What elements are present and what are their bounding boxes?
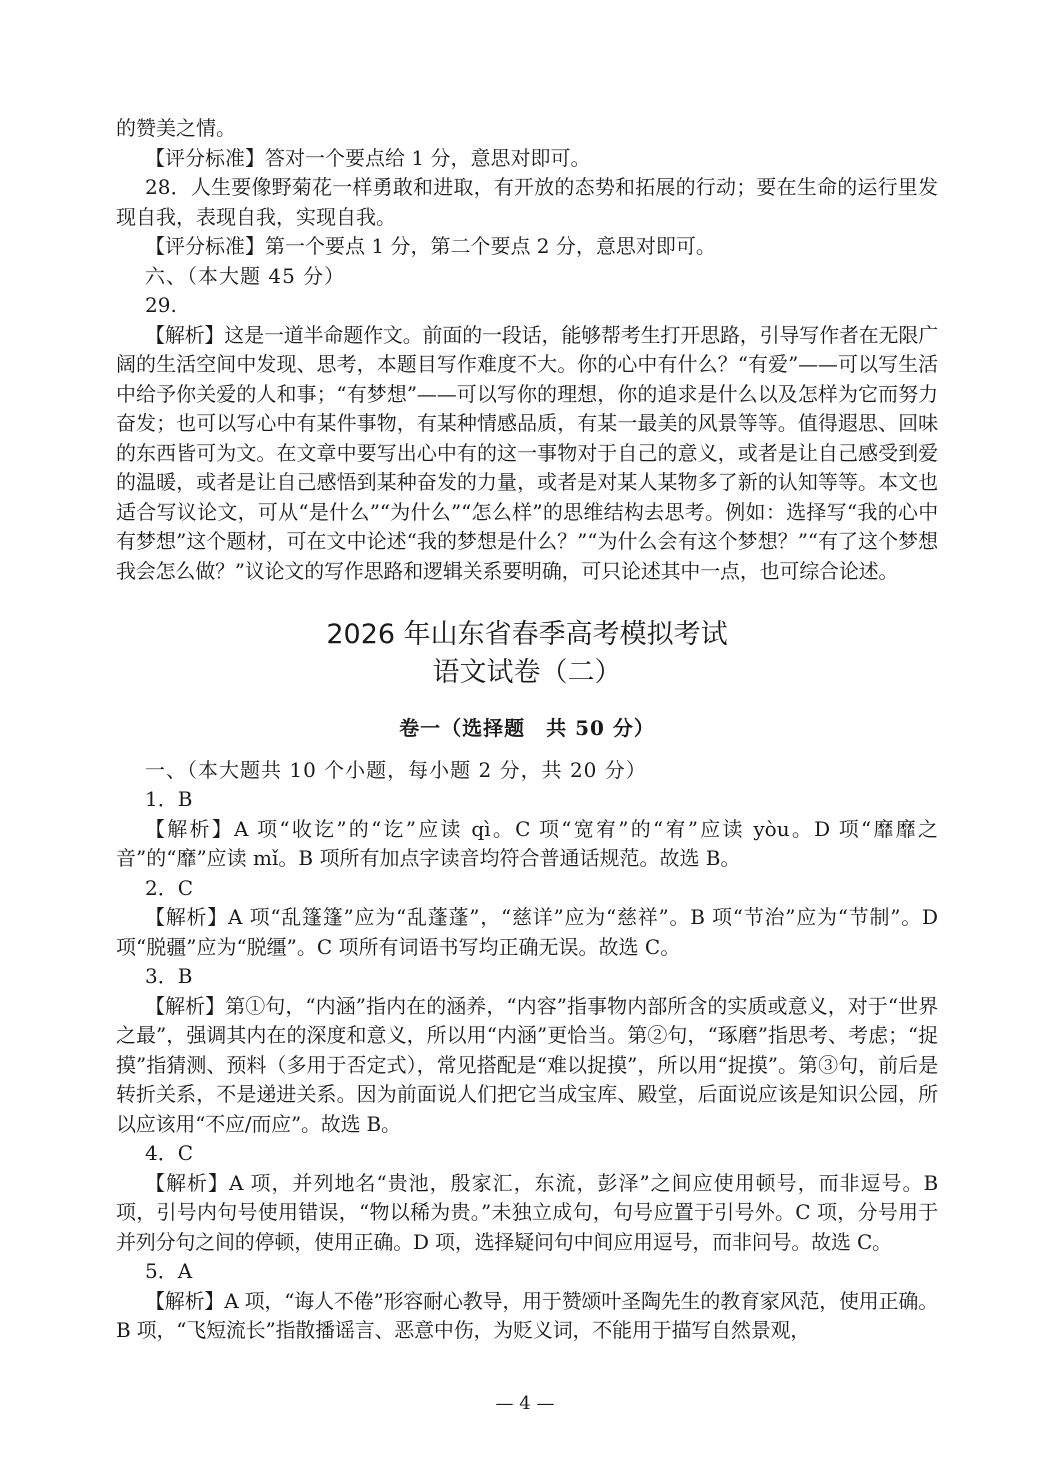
exam-title: 2026 年山东省春季高考模拟考试 — [326, 619, 728, 650]
scoring-standard-27: 【评分标准】答对一个要点给 1 分，意思对即可。 — [145, 145, 591, 170]
answer-5-number: 5．A — [145, 1259, 193, 1283]
answer-3-analysis: 【解析】第①句，“内涵”指内在的涵养，“内容”指事物内部所含的实质或意义，对于“世界之最”，强调其内在的深度和意义，所以用“内涵”更恰当。第②句，“琢磨”指思考、考虑；“捉摸”指猜测、预料（多用于否定式），常见搭配是“难以捉摸”，所以用“捉摸”。第③句，前后是转折关系，不是递进关系。因为前面说人们把它当成宝库、殿堂，后面说应该是知识公园，所以应该用“不应/而应”。故选 B。 — [116, 993, 938, 1136]
answer-2-analysis: 【解析】A 项“乱篷篷”应为“乱蓬蓬”，“慈详”应为“慈祥”。B 项“节治”应为“节制”。D 项“脱疆”应为“脱缰”。C 项所有词语书写均正确无误。故选 C。 — [116, 905, 938, 959]
answer-4-analysis: 【解析】A 项，并列地名“贵池，殷家汇，东流，彭泽”之间应使用顿号，而非逗号。B 项，引号内句号使用错误，“物以稀为贵。”未独立成句，句号应置于引号外。C 项，分号用于并列分句之间的停顿，使用正确。D 项，选择疑问句中间应用逗号，而非问号。故选 C。 — [116, 1170, 938, 1254]
section-six-header: 六、（本大题 45 分） — [145, 263, 346, 288]
question-29-number: 29. — [145, 293, 177, 317]
answer-5-analysis: 【解析】A 项，“诲人不倦”形容耐心教导，用于赞颂叶圣陶先生的教育家风范，使用正确。B 项，“飞短流长”指散播谣言、恶意中伤，为贬义词，不能用于描写自然景观， — [116, 1288, 938, 1342]
question-29-analysis: 【解析】这是一道半命题作文。前面的一段话，能够帮考生打开思路，引导写作者在无限广阔的生活空间中发现、思考，本题目写作难度不大。你的心中有什么？“有爱”——可以写生活中给予你关爱的人和事；“有梦想”——可以写你的理想，你的追求是什么以及怎样为它而努力奋发；也可以写心中有某件事物，有某种情感品质，有某一最美的风景等等。值得遐思、回味的东西皆可为文。在文章中要写出心中有的这一事物对于自己的意义，或者是让自己感受到爱的温暖，或者是让自己感悟到某种奋发的力量，或者是对某人某物多了新的认知等等。本文也适合写议论文，可从“是什么”“为什么”“怎么样”的思维结构去思考。例如：选择写“我的心中有梦想”这个题材，可在文中论述“我的梦想是什么？”“为什么会有这个梦想？”“有了这个梦想我会怎么做？”议论文的写作思路和逻辑关系要明确，可只论述其中一点，也可综合论述。 — [116, 322, 938, 583]
section-one-header: 一、（本大题共 10 个小题，每小题 2 分，共 20 分） — [145, 757, 647, 782]
exam-subtitle: 语文试卷（二） — [432, 657, 622, 688]
volume-header — [116, 714, 938, 744]
answer-1-analysis: 【解析】A 项“收讫”的“讫”应读 qì。C 项“宽宥”的“宥”应读 yòu。D 项“靡靡之音”的“靡”应读 mǐ。B 项所有加点字读音均符合普通话规范。故选 B。 — [116, 816, 938, 870]
answer-1-number: 1．B — [145, 787, 193, 811]
answer-4-number: 4．C — [145, 1141, 194, 1165]
answer-3-number: 3．B — [145, 964, 193, 988]
scoring-standard-28: 【评分标准】第一个要点 1 分，第二个要点 2 分，意思对即可。 — [145, 234, 716, 258]
answer-2-number: 2．C — [145, 875, 194, 900]
page-number: — 4 — — [495, 1393, 555, 1414]
document-page — [116, 114, 938, 1346]
answer-28: 28．人生要像野菊花一样勇敢和进取，有开放的态势和拓展的行动；要在生命的运行里发现自我，表现自我，实现自我。 — [116, 175, 938, 229]
volume-header-text: 卷一（选择题 共 50 分） — [399, 716, 655, 740]
paragraph-continuation: 的赞美之情。 — [116, 116, 236, 140]
